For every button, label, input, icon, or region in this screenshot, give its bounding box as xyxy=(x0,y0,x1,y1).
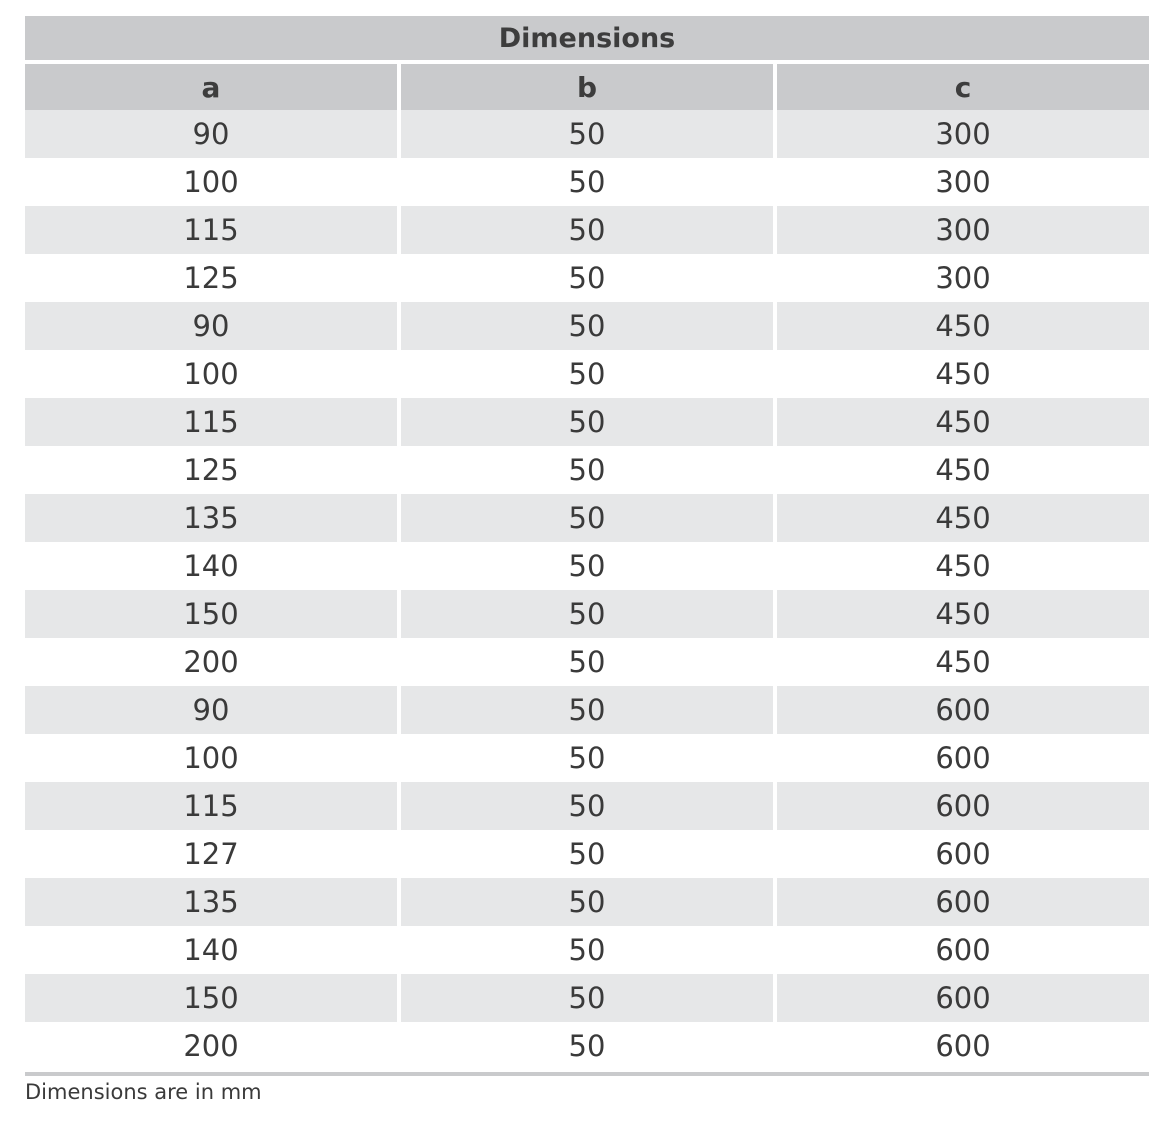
table-cell-b: 50 xyxy=(568,837,606,871)
bottom-rule xyxy=(25,1072,1149,1076)
table-cell-c: 600 xyxy=(777,686,1149,734)
table-cell-b: 50 xyxy=(568,165,606,199)
column-header-b: b xyxy=(401,64,773,110)
table-cell-b: 50 xyxy=(401,398,773,446)
table-cell-c: 600 xyxy=(935,741,991,775)
table-cell-c: 300 xyxy=(777,110,1149,158)
table-cell-b: 50 xyxy=(568,933,606,967)
table-cell-a: 90 xyxy=(25,302,397,350)
table-cell-b: 50 xyxy=(401,878,773,926)
table-cell-c: 300 xyxy=(777,206,1149,254)
table-row xyxy=(25,494,1149,542)
table-cell-b: 50 xyxy=(568,549,606,583)
table-row xyxy=(25,110,1149,158)
table-row xyxy=(25,878,1149,926)
table-cell-b: 50 xyxy=(568,741,606,775)
table-cell-b: 50 xyxy=(568,357,606,391)
table-body xyxy=(25,110,1149,1070)
table-cell-c: 300 xyxy=(935,261,991,295)
table-row xyxy=(25,830,1149,878)
table-cell-c: 450 xyxy=(777,494,1149,542)
header-row xyxy=(25,64,1149,110)
table-cell-a: 200 xyxy=(183,1029,239,1063)
table-cell-c: 600 xyxy=(777,878,1149,926)
table-cell-a: 127 xyxy=(183,837,239,871)
table-cell-a: 100 xyxy=(183,741,239,775)
table-cell-b: 50 xyxy=(401,974,773,1022)
table-cell-b: 50 xyxy=(401,590,773,638)
table-cell-b: 50 xyxy=(401,494,773,542)
table-cell-a: 140 xyxy=(183,549,239,583)
table-cell-a: 125 xyxy=(183,261,239,295)
table-cell-a: 90 xyxy=(25,686,397,734)
table-cell-c: 450 xyxy=(777,398,1149,446)
table-cell-b: 50 xyxy=(568,453,606,487)
table-cell-b: 50 xyxy=(568,261,606,295)
table-row xyxy=(25,926,1149,974)
table-cell-a: 150 xyxy=(25,974,397,1022)
table-row xyxy=(25,398,1149,446)
table-cell-a: 135 xyxy=(25,494,397,542)
table-row xyxy=(25,158,1149,206)
table-cell-c: 300 xyxy=(935,165,991,199)
table-cell-c: 600 xyxy=(935,1029,991,1063)
table-cell-a: 135 xyxy=(25,878,397,926)
table-row xyxy=(25,206,1149,254)
table-row xyxy=(25,686,1149,734)
table-row xyxy=(25,590,1149,638)
table-row xyxy=(25,782,1149,830)
table-title: Dimensions xyxy=(25,16,1149,60)
table-row xyxy=(25,638,1149,686)
column-header-c: c xyxy=(777,64,1149,110)
dimensions-table xyxy=(25,16,1149,1076)
table-cell-c: 450 xyxy=(935,357,991,391)
table-cell-a: 125 xyxy=(183,453,239,487)
table-cell-c: 600 xyxy=(777,782,1149,830)
column-header-a: a xyxy=(25,64,397,110)
table-row xyxy=(25,254,1149,302)
table-cell-a: 100 xyxy=(183,357,239,391)
table-cell-b: 50 xyxy=(568,1029,606,1063)
table-cell-b: 50 xyxy=(401,782,773,830)
table-row xyxy=(25,350,1149,398)
table-cell-a: 115 xyxy=(25,782,397,830)
table-cell-c: 450 xyxy=(777,590,1149,638)
table-row xyxy=(25,542,1149,590)
table-cell-b: 50 xyxy=(401,206,773,254)
footnote: Dimensions are in mm xyxy=(25,1080,262,1104)
table-cell-c: 450 xyxy=(935,645,991,679)
table-cell-c: 450 xyxy=(935,549,991,583)
table-cell-a: 140 xyxy=(183,933,239,967)
table-row xyxy=(25,1022,1149,1070)
table-row xyxy=(25,734,1149,782)
table-cell-b: 50 xyxy=(401,110,773,158)
table-row xyxy=(25,974,1149,1022)
table-cell-a: 150 xyxy=(25,590,397,638)
table-cell-c: 600 xyxy=(935,837,991,871)
table-cell-c: 450 xyxy=(935,453,991,487)
table-cell-a: 115 xyxy=(25,206,397,254)
table-cell-a: 115 xyxy=(25,398,397,446)
table-cell-a: 100 xyxy=(183,165,239,199)
table-cell-c: 600 xyxy=(777,974,1149,1022)
table-cell-a: 200 xyxy=(183,645,239,679)
table-cell-c: 450 xyxy=(777,302,1149,350)
table-cell-a: 90 xyxy=(25,110,397,158)
table-cell-b: 50 xyxy=(401,302,773,350)
table-cell-b: 50 xyxy=(568,645,606,679)
table-row xyxy=(25,446,1149,494)
table-row xyxy=(25,302,1149,350)
table-cell-c: 600 xyxy=(935,933,991,967)
table-cell-b: 50 xyxy=(401,686,773,734)
